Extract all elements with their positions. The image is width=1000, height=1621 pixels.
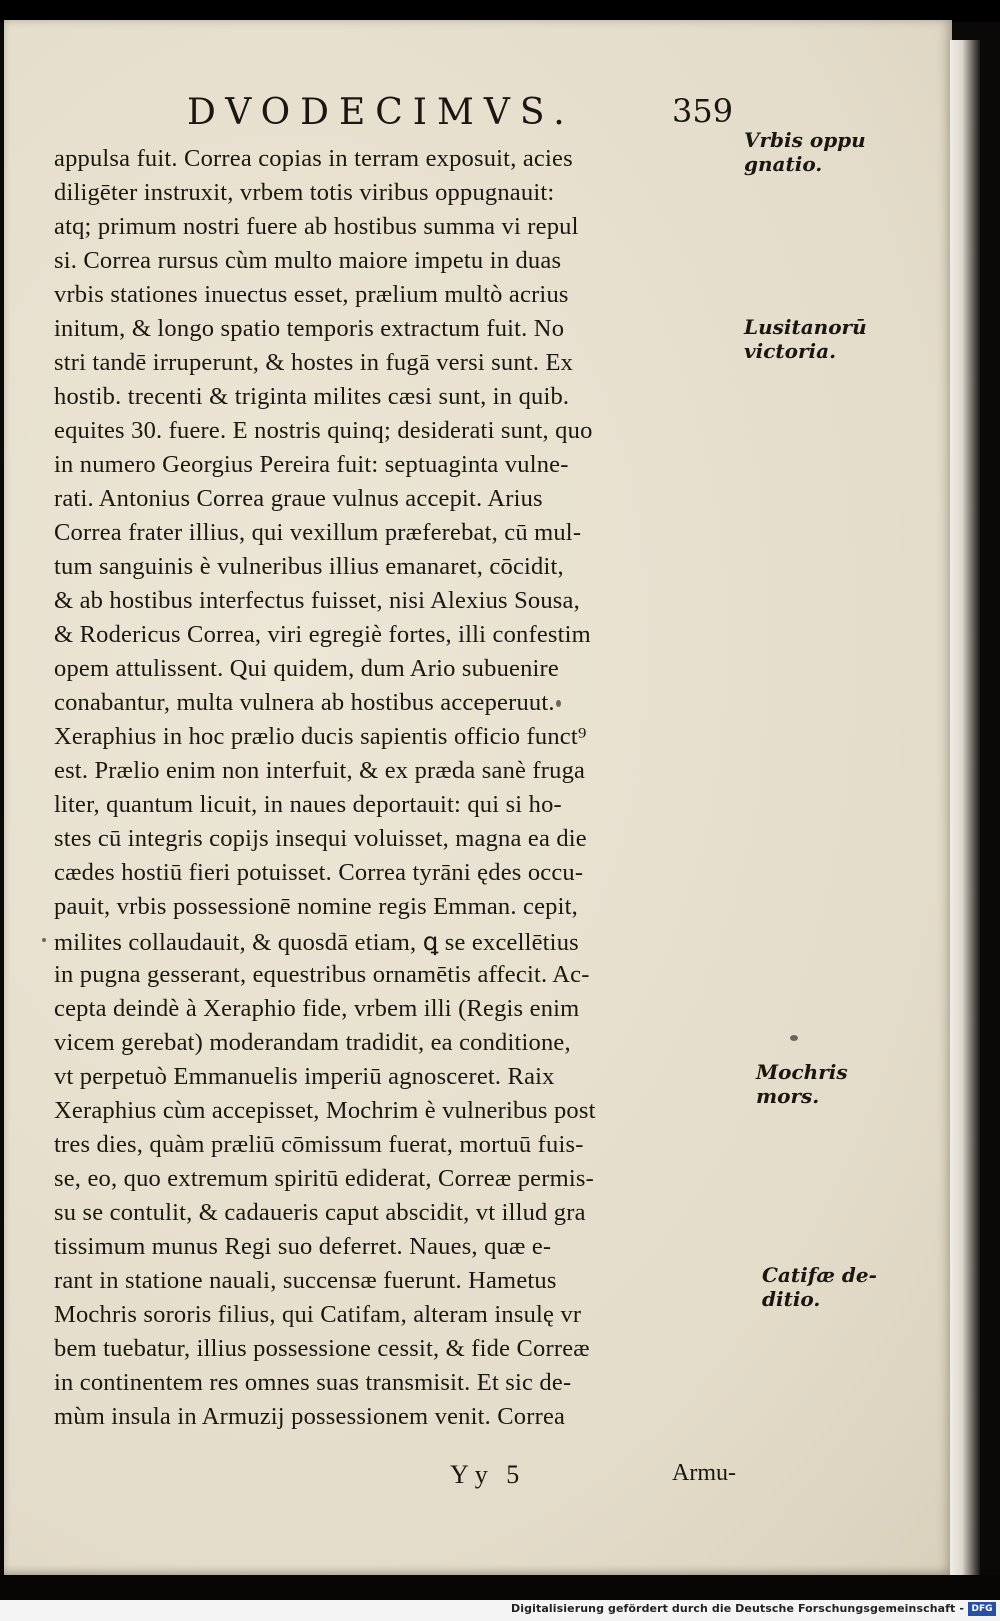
text-line: tissimum munus Regi suo deferret. Naues, quæ e- xyxy=(54,1233,552,1260)
margin-note-surrender xyxy=(762,1263,877,1311)
paper-speck xyxy=(42,938,46,942)
text-line: hostib. trecenti & triginta milites cæsi sunt, in quib. xyxy=(54,383,570,410)
margin-note-line: Vrbis oppu xyxy=(744,128,866,152)
text-line: rant in statione nauali, succensæ fuerunt. Hametus xyxy=(54,1267,557,1294)
text-line: rati. Antonius Correa graue vulnus accepit. Arius xyxy=(54,485,543,512)
text-line: & Rodericus Correa, viri egregiè fortes, illi confestim xyxy=(54,621,591,648)
text-line: milites collaudauit, & quosdā etiam, ꝗ se excellētius xyxy=(54,929,579,956)
text-line: Mochris sororis filius, qui Catifam, alteram insulę vr xyxy=(54,1301,582,1328)
text-line: equites 30. fuere. E nostris quinq; desiderati sunt, quo xyxy=(54,417,593,444)
margin-note-line: mors. xyxy=(756,1084,820,1108)
text-line: appulsa fuit. Correa copias in terram exposuit, acies xyxy=(54,145,573,172)
page-number: 359 xyxy=(672,92,734,130)
text-line: & ab hostibus interfectus fuisset, nisi Alexius Sousa, xyxy=(54,587,580,614)
margin-note-line: gnatio. xyxy=(744,152,823,176)
margin-note-siege xyxy=(744,128,866,176)
text-line: vt perpetuò Emmanuelis imperiū agnosceret. Raix xyxy=(54,1063,555,1090)
page-footer-line xyxy=(4,1460,952,1494)
text-line: stes cū integris copijs insequi voluisset, magna ea die xyxy=(54,825,587,852)
text-line: Xeraphius in hoc prælio ducis sapientis officio funct⁹ xyxy=(54,723,587,750)
text-line: atq; primum nostri fuere ab hostibus summa vi repul xyxy=(54,213,579,240)
text-line: vicem gerebat) moderandam tradidit, ea conditione, xyxy=(54,1029,571,1056)
text-line: si. Correa rursus cùm multo maiore impetu in duas xyxy=(54,247,562,274)
text-line: tum sanguinis è vulneribus illius emanaret, cōcidit, xyxy=(54,553,564,580)
page-edge-shadow xyxy=(950,40,980,1580)
text-line: in continentem res omnes suas transmisit. Et sic de- xyxy=(54,1369,572,1396)
text-line: in pugna gesserant, equestribus ornamētis affecit. Ac- xyxy=(54,961,590,988)
text-line: cædes hostiū fieri potuisset. Correa tyrāni ędes occu- xyxy=(54,859,584,886)
text-line: conabantur, multa vulnera ab hostibus acceperuut. xyxy=(54,689,555,716)
paper-speck xyxy=(790,1035,798,1041)
paper-speck xyxy=(556,700,561,707)
text-line: se, eo, quo extremum spiritū ediderat, Correæ permis- xyxy=(54,1165,594,1192)
text-line: in numero Georgius Pereira fuit: septuaginta vulne- xyxy=(54,451,569,478)
margin-note-line: Catifæ de- xyxy=(762,1263,877,1287)
scan-top-border xyxy=(0,0,1000,22)
running-head: DVODECIMVS. xyxy=(187,92,575,133)
text-line: opem attulissent. Qui quidem, dum Ario subuenire xyxy=(54,655,559,682)
margin-note-victory xyxy=(744,315,867,363)
text-line: Xeraphius cùm accepisset, Mochrim è vulneribus post xyxy=(54,1097,596,1124)
book-page xyxy=(4,20,952,1575)
margin-note-line: victoria. xyxy=(744,339,837,363)
margin-note-death xyxy=(756,1060,848,1108)
text-line: su se contulit, & cadaueris caput abscidit, vt illud gra xyxy=(54,1199,586,1226)
margin-note-line: ditio. xyxy=(762,1287,821,1311)
text-line: cepta deindè à Xeraphio fide, vrbem illi (Regis enim xyxy=(54,995,580,1022)
text-line: vrbis stationes inuectus esset, prælium multò acrius xyxy=(54,281,569,308)
text-line: diligēter instruxit, vrbem totis viribus oppugnauit: xyxy=(54,179,555,206)
funding-credit: Digitalisierung gefördert durch die Deutsche Forschungsgemeinschaft - xyxy=(511,1602,964,1615)
text-line: mùm insula in Armuzij possessionem venit. Correa xyxy=(54,1403,566,1430)
text-line: liter, quantum licuit, in naues deportauit: qui si ho- xyxy=(54,791,562,818)
text-line: Correa frater illius, qui vexillum præferebat, cū mul- xyxy=(54,519,582,546)
margin-note-line: Mochris xyxy=(756,1060,848,1084)
margin-note-line: Lusitanorū xyxy=(744,315,867,339)
text-line: pauit, vrbis possessionē nomine regis Emman. cepit, xyxy=(54,893,578,920)
text-line: est. Prælio enim non interfuit, & ex præda sanè fruga xyxy=(54,757,586,784)
text-line: tres dies, quàm præliū cōmissum fuerat, mortuū fuis- xyxy=(54,1131,584,1158)
text-line: initum, & longo spatio temporis extractum fuit. No xyxy=(54,315,565,342)
dfg-logo: DFG xyxy=(968,1602,996,1616)
text-line: bem tuebatur, illius possessione cessit, & fide Correæ xyxy=(54,1335,590,1362)
digitization-footer xyxy=(0,1600,1000,1621)
signature-mark: Yy 5 xyxy=(450,1460,526,1489)
catchword: Armu- xyxy=(672,1460,736,1486)
text-line: stri tandē irruperunt, & hostes in fugā versi sunt. Ex xyxy=(54,349,574,376)
